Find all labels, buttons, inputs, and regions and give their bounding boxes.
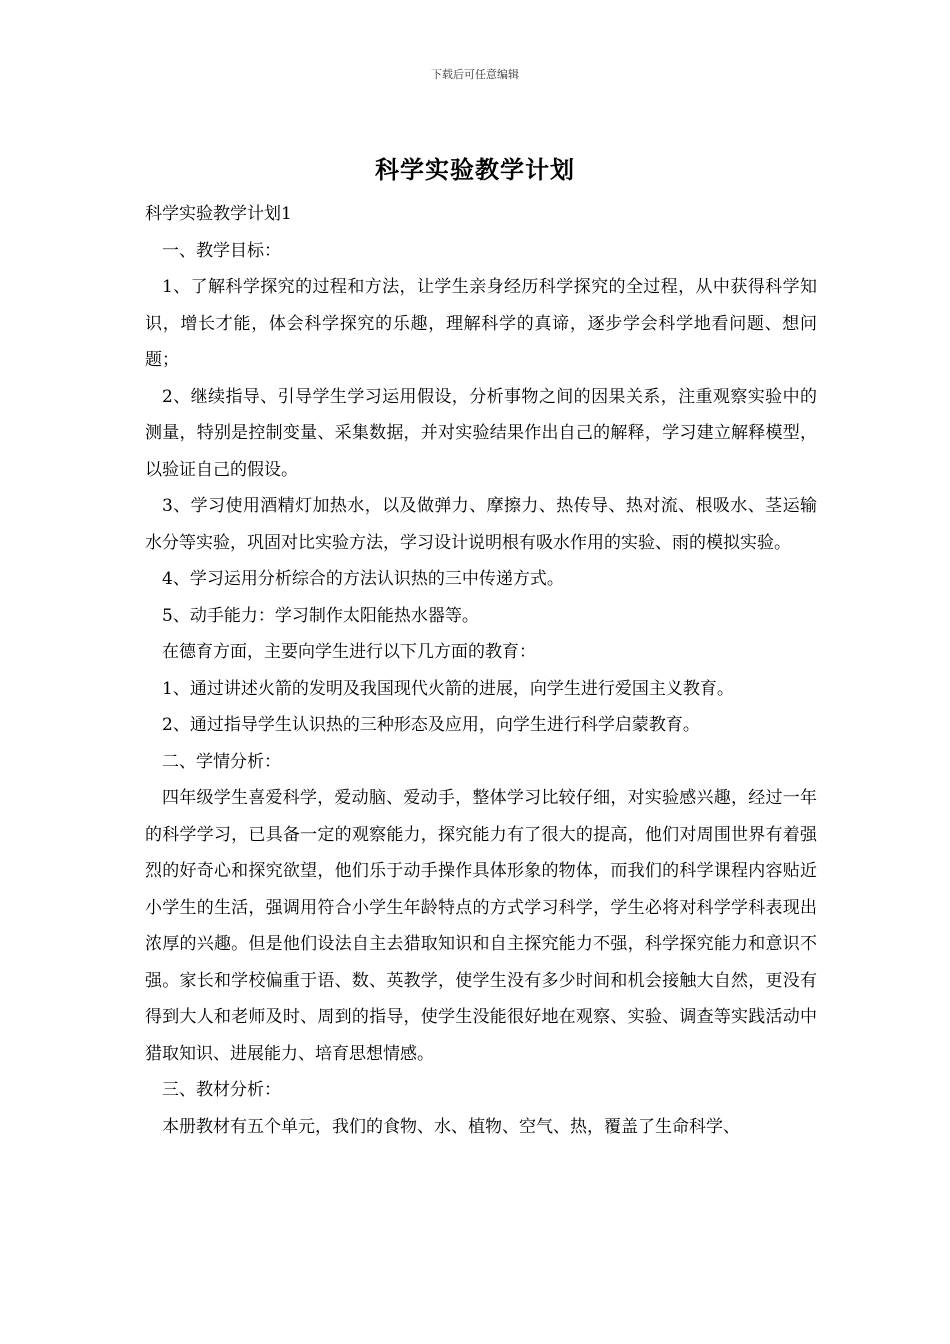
paragraph-goal-5: 5、动手能力：学习制作太阳能热水器等。: [162, 605, 479, 626]
section-heading-textbook: 三、教材分析：: [162, 1080, 281, 1100]
subtitle-paragraph: 科学实验教学计划1: [145, 204, 292, 224]
document-body: [145, 196, 817, 1145]
paragraph-goal-4: 4、学习运用分析综合的方法认识热的三中传递方式。: [162, 569, 564, 589]
header-note: 下载后可任意编辑: [431, 68, 519, 81]
section-heading-students: 二、学情分析：: [162, 751, 281, 772]
paragraph-moral-1: 1、通过讲述火箭的发明及我国现代火箭的进展，向学生进行爱国主义教育。: [162, 678, 734, 699]
paragraph-moral-intro: 在德育方面，主要向学生进行以下几方面的教育：: [162, 642, 536, 662]
paragraph-textbook: 本册教材有五个单元，我们的食物、水、植物、空气、热，覆盖了生命科学、: [162, 1116, 740, 1137]
paragraph-goal-2: 2、继续指导、引导学生学习运用假设，分析事物之间的因果关系，注重观察实验中的测量，特别是控制变量、采集数据，并对实验结果作出自己的解释，学习建立解释模型，以验证自己的假设。: [145, 386, 817, 480]
paragraph-moral-2: 2、通过指导学生认识热的三种形态及应用，向学生进行科学启蒙教育。: [162, 715, 700, 735]
paragraph-goal-1: 1、了解科学探究的过程和方法，让学生亲身经历科学探究的全过程，从中获得科学知识，增长才能，体会科学探究的乐趣，理解科学的真谛，逐步学会科学地看问题、想问题；: [145, 277, 817, 370]
paragraph-students: 四年级学生喜爱科学，爱动脑、爱动手，整体学习比较仔细，对实验感兴趣，经过一年的科学学习，已具备一定的观察能力，探究能力有了很大的提高，他们对周围世界有着强烈的好奇心和探究欲望，他们乐于动手操作具体形象的物体，而我们的科学课程内容贴近小学生的生活，强调用符合小学生年龄特点的方式学习科学，学生必将对科学学科表现出浓厚的兴趣。但是他们设法自主去猎取知识和自主探究能力不强，科学探究能力和意识不强。家长和学校偏重于语、数、英教学，使学生没有多少时间和机会接触大自然，更没有得到大人和老师及时、周到的指导，使学生没能很好地在观察、实验、调查等实践活动中猎取知识、进展能力、培育思想情感。: [145, 788, 817, 1064]
paragraph-goal-3: 3、学习使用酒精灯加热水，以及做弹力、摩擦力、热传导、热对流、根吸水、茎运输水分等实验，巩固对比实验方法，学习设计说明根有吸水作用的实验、雨的模拟实验。: [145, 496, 817, 553]
document-title: 科学实验教学计划: [375, 155, 575, 184]
section-heading-goals: 一、教学目标：: [162, 240, 281, 261]
